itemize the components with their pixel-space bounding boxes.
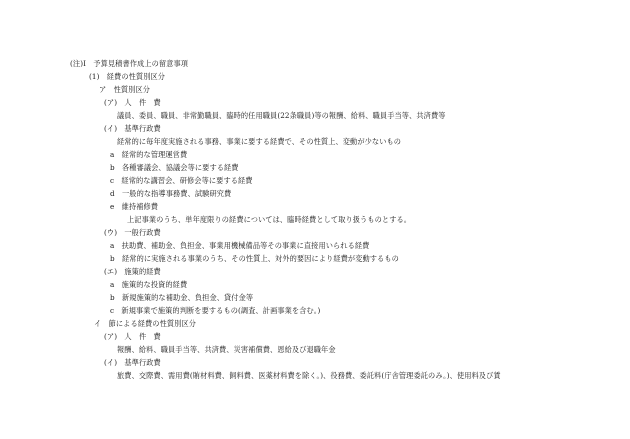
list-item: b 経常的に実施される事業のうち、その性質上、対外的要因により経費が変動するもの — [110, 254, 399, 263]
section-heading: (1) 経費の性質別区分 — [89, 72, 166, 81]
subsection-heading: ア 性質別区分 — [99, 85, 151, 94]
item-description: 議員、委員、職員、非常勤職員、臨時的任用職員(22条職員)等の報酬、給料、職員手当等、共済費等 — [117, 111, 446, 120]
subsection-heading: イ 節による経費の性質別区分 — [94, 319, 197, 328]
list-item: c 経常的な講習会、研修会等に要する経費 — [110, 176, 253, 185]
item-description: 報酬、給料、職員手当等、共済費、災害補償費、恩給及び退職年金 — [117, 345, 336, 354]
list-item: a 扶助費、補助金、負担金、事業用機械備品等その事業に直接用いられる経費 — [110, 241, 370, 250]
item-description: 経常的に毎年度実施される事務、事業に要する経費で、その性質上、変動が少ないもの — [117, 137, 402, 146]
list-item: d 一般的な指導事務費、試験研究費 — [110, 189, 232, 198]
item-heading: (ウ) 一般行政費 — [104, 228, 161, 237]
item-heading: (ア) 人 件 費 — [104, 332, 161, 341]
item-heading: (エ) 施策的経費 — [104, 267, 161, 276]
note-heading: (注)Ⅰ 予算見積書作成上の留意事項 — [70, 59, 189, 68]
list-item: b 各種審議会、協議会等に要する経費 — [110, 163, 239, 172]
list-item: b 新規施策的な補助金、負担金、貸付金等 — [110, 293, 254, 302]
item-heading: (ア) 人 件 費 — [104, 98, 161, 107]
list-item: a 施策的な投資的経費 — [110, 280, 188, 289]
list-item: a 経常的な管理運営費 — [110, 150, 188, 159]
item-heading: (イ) 基準行政費 — [104, 358, 161, 367]
list-item: e 維持補修費 — [110, 202, 159, 211]
item-heading: (イ) 基準行政費 — [104, 124, 161, 133]
item-note: 上記事業のうち、単年度限りの経費については、臨時経費として取り扱うものとする。 — [127, 215, 412, 224]
list-item: c 新規事業で施策的判断を要するもの(調査、計画事業を含む。) — [110, 306, 321, 315]
item-description: 旅費、交際費、需用費(賄材料費、飼料費、医薬材料費を除く。)、役務費、委託料(庁舎管理委託のみ。)、使用料及び賃 — [117, 371, 501, 380]
